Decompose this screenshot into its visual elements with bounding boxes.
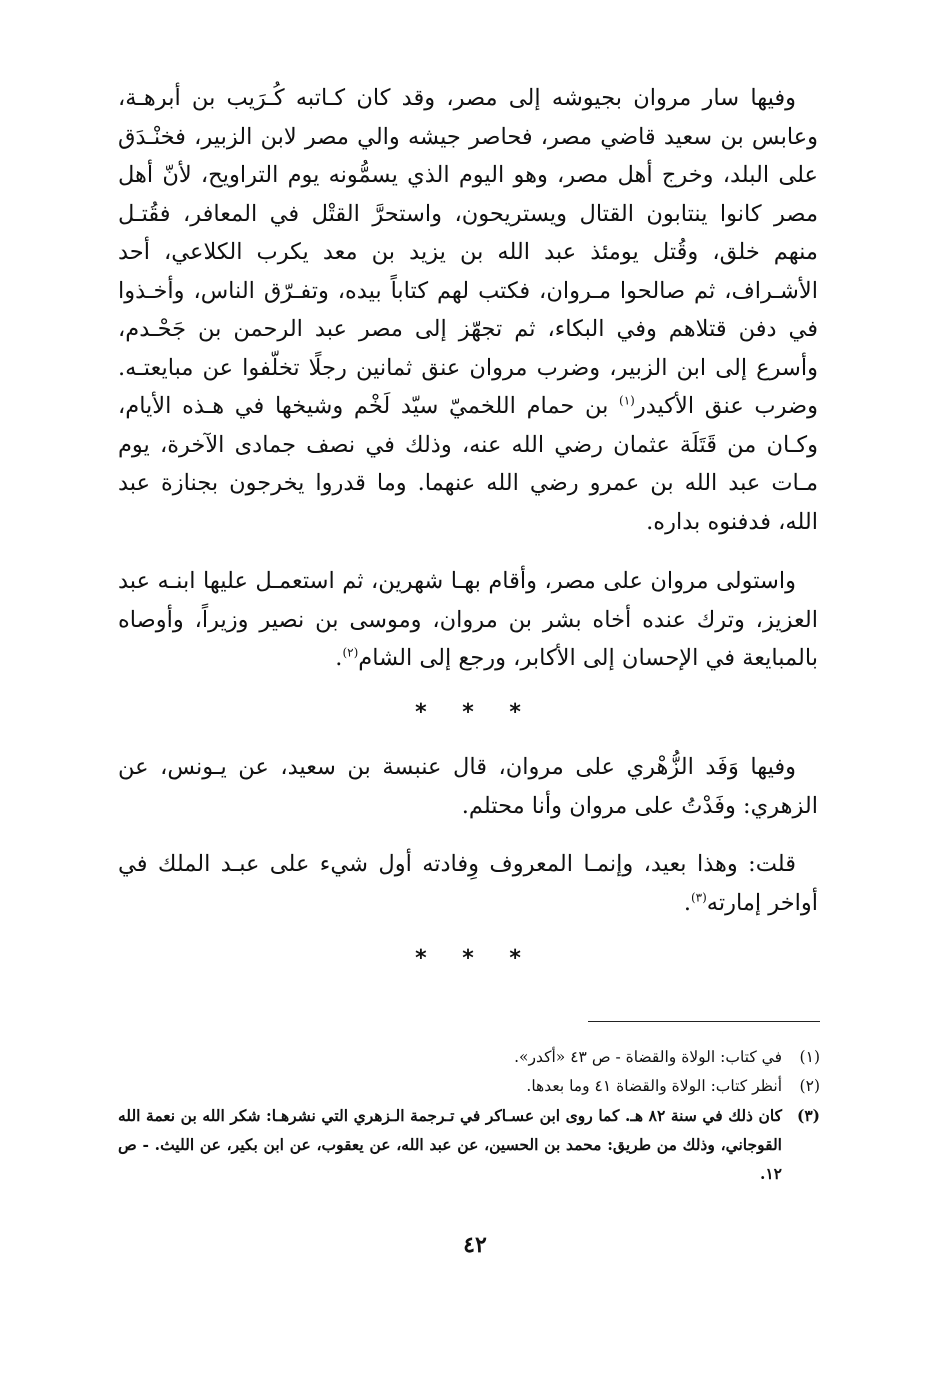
footnote-number: (٣) (796, 1106, 820, 1125)
paragraph-end: . (335, 645, 343, 671)
page-number: ٤٢ (463, 1232, 487, 1258)
paragraph-text: وفيها سار مروان بجيوشه إلى مصر، وقد كان كـاتبه كُـرَيب بن أبرهـة، وعابس بن سعيد قاضي مصر، فحاصر جيشه والي مصر لابن الزبير، فخنْـدَق على البلد، وخرج أهل مصر، وهو اليوم الذي يسمُّونه يوم التراويح، لأنّ أهل مصر كانوا ينتابون القتال ويستريحون، واستحرَّ القتْل في المعافر، فقُتـل منهم خلق، وقُتل يومئذ عبد الله بن يزيد بن معد يكرب الكلاعي، أحد الأشـراف، ثم صالحوا مـروان، فكتب لهم كتاباً بيده، وتفـرّق الناس، وأخـذوا في دفن قتلاهم وفي البكاء، ثم تجهّز إلى مصر عبد الرحمن بن جَحْـدم، وأسرع إلى ابن الزبير، وضرب مروان عنق ثمانين رجلًا تخلّفوا عن مبايعتـه. وضرب عنق الأكيدر (118, 85, 818, 419)
paragraph-text: واستولى مروان على مصر، وأقام بهـا شهرين، ثم استعمـل عليها ابنـه عبد العزيز، وترك عنده أخاه بشر بن مروان، وموسى بن نصير وزيراً، وأوصاه بالمبايعة في الإحسان إلى الأكابر، ورجع إلى الشام (118, 568, 818, 671)
paragraph-text: قلت: وهذا بعيد، وإنمـا المعروف وِفادته أول شيء على عبـد الملك في أواخر إمارته (118, 851, 818, 916)
paragraph-text: وفيها وَفَد الزُّهْري على مروان، قال عنبسة بن سعيد، عن يـونس، عن الزهري: وفَدْتُ على مروان وأنا محتلم. (118, 754, 818, 819)
footnote-number: (٢) (799, 1077, 820, 1095)
footnote-number: (١) (799, 1048, 820, 1066)
footnote-ref-3: (٣) (690, 890, 707, 904)
footnote-text: في كتاب: الولاة والقضاة - ص ٤٣ «أكدر». (514, 1048, 782, 1066)
footnote-2 (118, 1072, 820, 1101)
paragraph-author-comment (118, 845, 818, 922)
paragraph-marwan-rule (118, 562, 818, 678)
paragraph-end: . (683, 889, 691, 916)
paragraph-text-continued: بن حمام اللخميّ سيّد لَخْم وشيخها في هـذه الأيام، وكـان من قَتَلَة عثمان رضي الله عنه، وذلك في نصف جمادى الآخرة، يوم مـات عبد الله بن عمرو رضي الله عنهما. وما قدروا يخرجون بجنازة عبد الله، فدفنوه بداره. (118, 393, 818, 535)
section-separator: * * * (415, 700, 535, 725)
footnote-text: كان ذلك في سنة ٨٢ هـ. كما روى ابن عسـاكر في تـرجمة الـزهري التي نشرهـا: شكر الله بن نعمة الله القوجاني، وذلك من طريق: محمد بن الحسين، عن عبد الله، عن يعقوب، عن ابن بكير، عن الليث. - ص ١٢. (118, 1106, 782, 1183)
section-separator: * * * (415, 946, 535, 971)
paragraph-marwan-egypt (118, 79, 818, 541)
footnote-ref-1: (١) (619, 393, 635, 408)
footnote-ref-2: (٢) (342, 645, 359, 660)
footnote-3 (118, 1101, 820, 1188)
footnote-1 (118, 1043, 820, 1072)
footnotes (118, 1043, 820, 1188)
paragraph-zuhri-visit (118, 748, 818, 825)
footnote-text: أنظر كتاب: الولاة والقضاة ٤١ وما بعدها. (526, 1077, 782, 1095)
footnote-divider (588, 1021, 820, 1022)
